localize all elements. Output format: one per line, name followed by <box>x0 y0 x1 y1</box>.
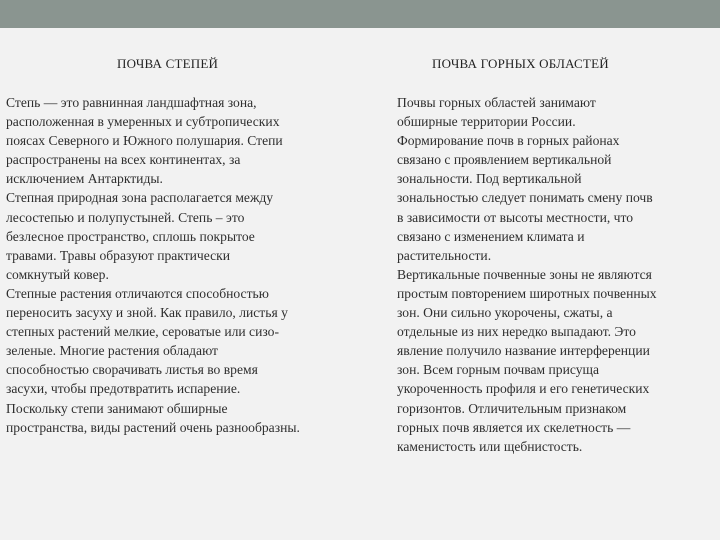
text-line: обширные территории России. <box>397 114 576 130</box>
text-line: пространства, виды растений очень разнообразны. <box>6 419 300 435</box>
text-line: способностью сворачивать листья во время <box>6 362 258 378</box>
text-line: лесостепью и полупустыней. Степь – это <box>6 209 245 225</box>
text-line: каменистость или щебнистость. <box>397 438 583 454</box>
text-line: простым повторением широтных почвенных <box>397 285 657 301</box>
mountain-soil-heading: ПОЧВА ГОРНЫХ ОБЛАСТЕЙ <box>432 56 609 71</box>
text-line: связано с изменением климата и <box>397 228 585 244</box>
steppe-soil-heading: ПОЧВА СТЕПЕЙ <box>117 56 219 71</box>
text-line: связано с проявлением вертикальной <box>397 152 612 168</box>
text-line: безлесное пространство, сплошь покрытое <box>6 228 255 244</box>
text-line: Формирование почв в горных районах <box>397 133 620 149</box>
text-line: степных растений мелкие, сероватые или сизо- <box>6 324 279 340</box>
text-line: Почвы горных областей занимают <box>397 95 596 110</box>
text-line: Степная природная зона располагается между <box>6 190 274 206</box>
text-line: сомкнутый ковер. <box>6 266 109 282</box>
text-line: горных почв является их скелетность — <box>397 419 631 435</box>
text-line: переносить засуху и зной. Как правило, листья у <box>6 305 288 321</box>
text-line: расположенная в умеренных и субтропических <box>6 114 280 130</box>
text-line: распространены на всех континентах, за <box>6 152 241 168</box>
text-line: отдельные из них нередко выпадают. Это <box>397 324 636 340</box>
text-line: исключением Антарктиды. <box>6 171 163 187</box>
mountain-soil-text <box>397 93 717 456</box>
text-line: горизонтов. Отличительным признаком <box>397 400 627 416</box>
text-line: растительности. <box>397 247 492 263</box>
text-line: зон. Они сильно укорочены, сжаты, а <box>397 305 613 321</box>
text-line: зональности. Под вертикальной <box>397 171 582 187</box>
header-band <box>0 0 720 28</box>
text-line: явление получило название интерференции <box>397 343 650 359</box>
text-line: поясах Северного и Южного полушария. Степи <box>6 133 283 149</box>
text-line: зеленые. Многие растения обладают <box>6 343 218 359</box>
text-line: засухи, чтобы предотвратить испарение. <box>6 381 241 397</box>
text-line: Вертикальные почвенные зоны не являются <box>397 266 652 282</box>
text-line: зональностью следует понимать смену почв <box>397 190 653 206</box>
text-line: травами. Травы образуют практически <box>6 247 231 263</box>
text-line: Поскольку степи занимают обширные <box>6 400 228 416</box>
steppe-soil-text <box>6 93 362 437</box>
text-line: Степь — это равнинная ландшафтная зона, <box>6 95 257 110</box>
text-line: в зависимости от высоты местности, что <box>397 209 634 225</box>
text-line: зон. Всем горным почвам присуща <box>397 362 600 378</box>
text-line: Степные растения отличаются способностью <box>6 285 269 301</box>
text-line: укороченность профиля и его генетических <box>397 381 650 397</box>
